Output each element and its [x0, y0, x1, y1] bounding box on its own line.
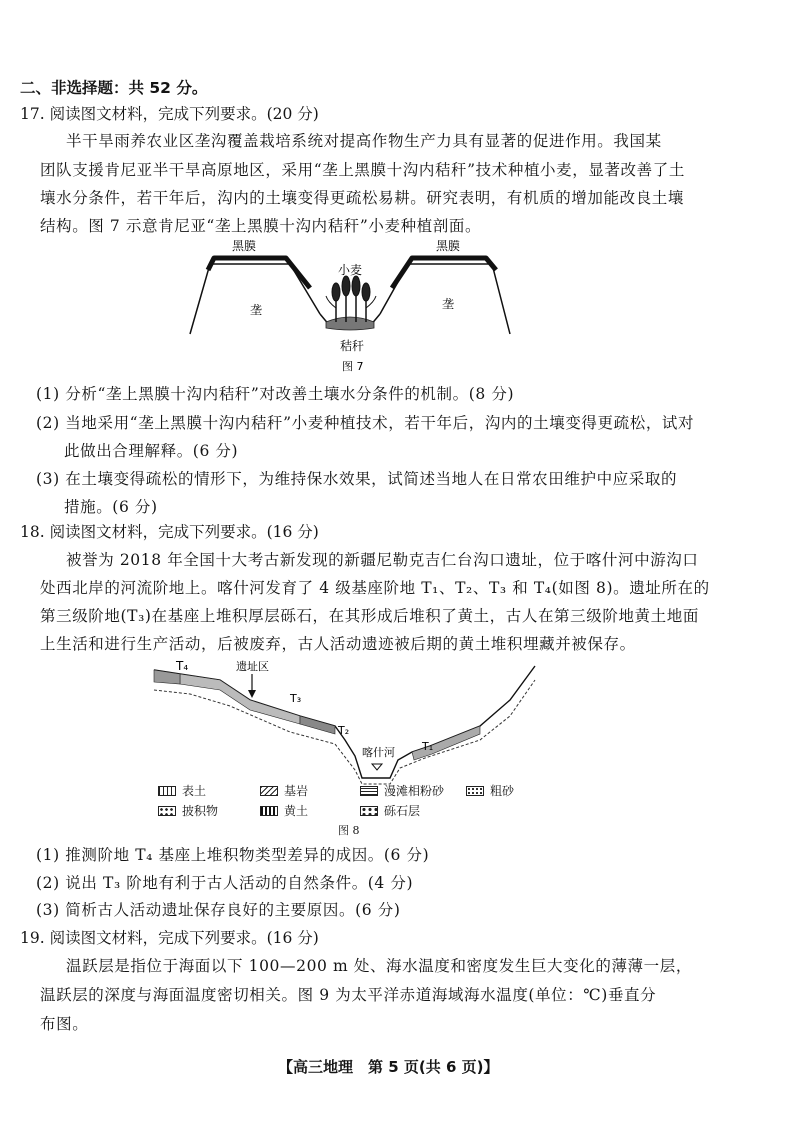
q17-item-3: (3) 在土壤变得疏松的情形下，为维持保水效果，试简述当地人在日常农田维护中应采取的 — [36, 470, 678, 488]
t2-deposit — [300, 716, 335, 734]
gravel-swatch-icon — [360, 806, 378, 816]
legend-loess: 黄土 — [260, 802, 308, 819]
legend-colluvium: 披积物 — [158, 802, 218, 819]
fig8-label-t4: T₄ — [176, 660, 189, 673]
q19-title: 19. 阅读图文材料，完成下列要求。(16 分) — [20, 929, 319, 947]
figure-7-ridge-furrow-diagram — [180, 236, 540, 376]
fig8-label-t3: T₃ — [290, 692, 302, 705]
q17-para-line-3: 壤水分条件，若干年后，沟内的土壤变得更疏松易耕。研究表明，有机质的增加能改良土壤 — [40, 189, 685, 207]
q17-para-line-2: 团队支援肯尼亚半干旱高原地区，采用“垄上黑膜十沟内秸秆”技术种植小麦，显著改善了土 — [40, 161, 685, 179]
legend-bedrock: 基岩 — [260, 782, 308, 799]
q19-para-line-3: 布图。 — [40, 1015, 89, 1033]
q18-para-line-4: 上生活和进行生产活动，后被废弃，古人活动遗迹被后期的黄土堆积埋藏并被保存。 — [40, 635, 636, 653]
straw-mulch — [326, 317, 374, 330]
q17-title: 17. 阅读图文材料，完成下列要求。(20 分) — [20, 105, 319, 123]
fig7-caption: 图 7 — [342, 360, 364, 373]
legend-gravel: 砾石层 — [360, 802, 420, 819]
legend-coarse-sand: 粗砂 — [466, 782, 514, 799]
q17-item-1: (1) 分析“垄上黑膜十沟内秸秆”对改善土壤水分条件的机制。(8 分) — [36, 385, 515, 403]
q17-para-line-1: 半干旱雨养农业区垄沟覆盖栽培系统对提高作物生产力具有显著的促进作用。我国某 — [66, 132, 662, 150]
river-marker — [372, 764, 382, 770]
page-footer: 【高三地理 第 5 页(共 6 页)】 — [278, 1058, 499, 1076]
figure-8-terrace-profile — [150, 660, 540, 785]
fig8-caption: 图 8 — [338, 824, 360, 837]
q18-para-line-3: 第三级阶地(T₃)在基座上堆积厚层砾石，在其形成后堆积了黄土，古人在第三级阶地黄土地面 — [40, 607, 699, 625]
loess-band-t3 — [180, 674, 300, 724]
q17-item-3-cont: 措施。(6 分) — [64, 498, 158, 516]
bedrock-swatch-icon — [260, 786, 278, 796]
legend-topsoil: 表土 — [158, 782, 206, 799]
loess-swatch-icon — [260, 806, 278, 816]
topsoil-swatch-icon — [158, 786, 176, 796]
q18-item-1: (1) 推测阶地 T₄ 基座上堆积物类型差异的成因。(6 分) — [36, 846, 430, 864]
wheat-plants — [326, 276, 376, 322]
colluvium-swatch-icon — [158, 806, 176, 816]
q19-para-line-2: 温跃层的深度与海面温度密切相关。图 9 为太平洋赤道海域海水温度(单位：℃)垂直分 — [40, 986, 657, 1004]
section-header: 二、非选择题：共 52 分。 — [20, 79, 208, 97]
fig7-label-straw: 秸秆 — [340, 339, 365, 353]
q17-para-line-4: 结构。图 7 示意肯尼亚“垄上黑膜十沟内秸秆”小麦种植剖面。 — [40, 217, 482, 235]
fig7-label-left-film: 黑膜 — [232, 239, 257, 253]
fig8-label-river: 喀什河 — [362, 746, 395, 759]
legend-floodplain-silt: 漫滩相粉砂 — [360, 782, 444, 799]
q17-item-2: (2) 当地采用“垄上黑膜十沟内秸秆”小麦种植技术，若干年后，沟内的土壤变得更疏松，试对 — [36, 414, 695, 432]
fig8-label-site: 遗址区 — [236, 660, 269, 673]
q18-item-2: (2) 说出 T₃ 阶地有利于古人活动的自然条件。(4 分) — [36, 874, 414, 892]
fig7-label-right-film: 黑膜 — [436, 239, 461, 253]
fig8-label-t2: T₂ — [338, 724, 350, 737]
q18-para-line-1: 被誉为 2018 年全国十大考古新发现的新疆尼勒克吉仁台沟口遗址，位于喀什河中游沟口 — [66, 551, 699, 569]
q18-item-3: (3) 简析古人活动遗址保存良好的主要原因。(6 分) — [36, 901, 401, 919]
right-black-film — [392, 258, 496, 288]
fig7-label-right-ridge: 垄 — [442, 297, 455, 311]
fig8-label-t1: T₁ — [422, 740, 434, 753]
coarse-sand-swatch-icon — [466, 786, 484, 796]
q18-para-line-2: 处西北岸的河流阶地上。喀什河发育了 4 级基座阶地 T₁、T₂、T₃ 和 T₄(如图 8)。遗址所在的 — [40, 579, 710, 597]
q19-para-line-1: 温跃层是指位于海面以下 100—200 m 处、海水温度和密度发生巨大变化的薄薄一层， — [66, 957, 692, 975]
q17-item-2-cont: 此做出合理解释。(6 分) — [64, 442, 239, 460]
fig7-label-wheat: 小麦 — [338, 263, 363, 277]
fig7-label-left-ridge: 垄 — [250, 303, 263, 317]
q18-title: 18. 阅读图文材料，完成下列要求。(16 分) — [20, 523, 319, 541]
silt-swatch-icon — [360, 786, 378, 796]
